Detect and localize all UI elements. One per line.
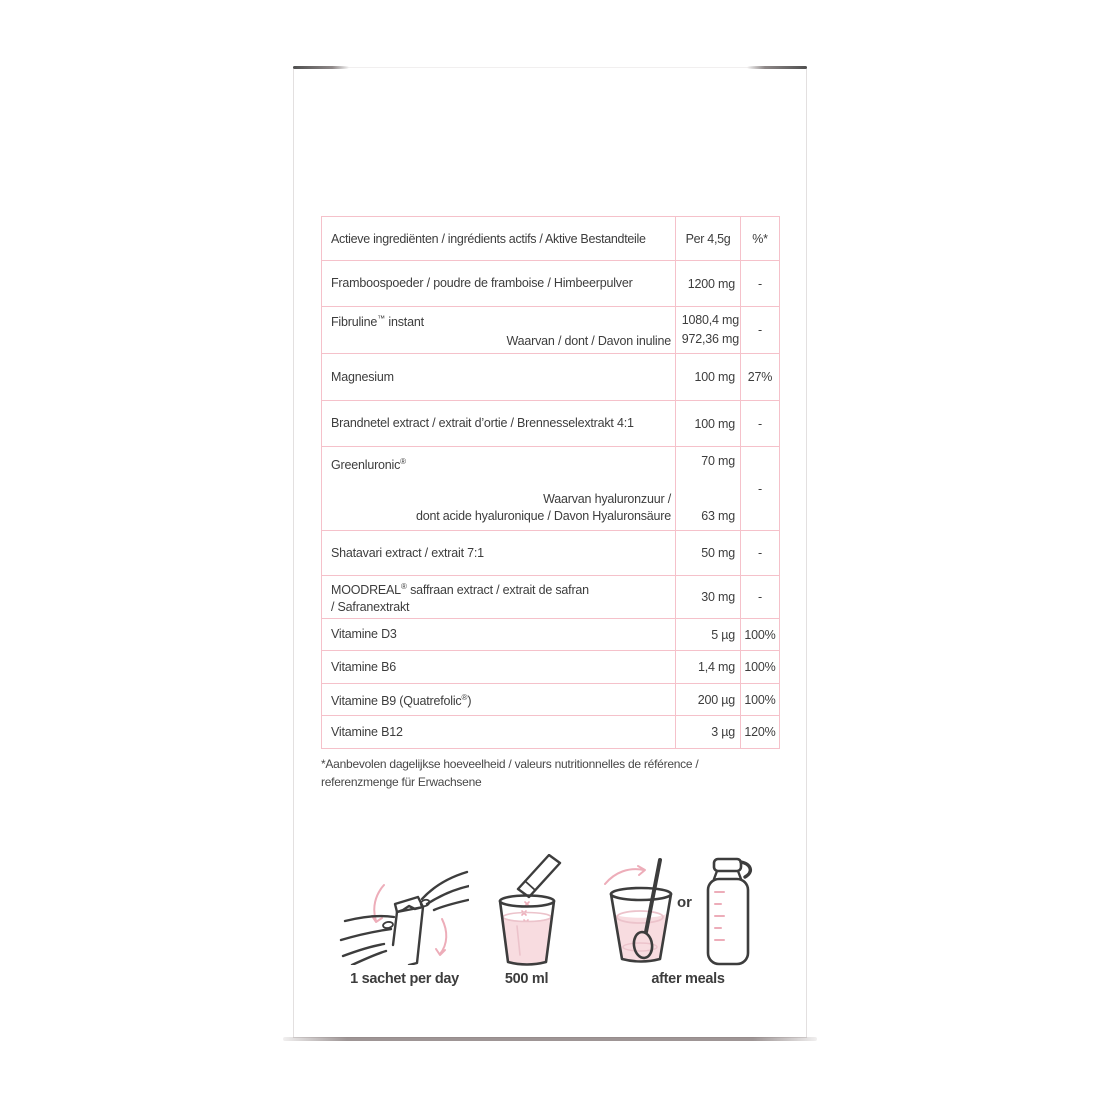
amount-cell: 5 µg [676, 619, 741, 651]
sachet-per-day-label: 1 sachet per day [350, 971, 459, 987]
amount-cell: 100 mg [676, 401, 741, 447]
ingredient-cell: Vitamine B12 [322, 716, 676, 749]
amount-cell: 1,4 mg [676, 651, 741, 684]
ingredient-cell: Fibruline™ instant Waarvan / dont / Davon inuline [322, 307, 676, 354]
header-per-serving: Per 4,5g [676, 217, 741, 261]
table-row [322, 684, 780, 716]
table-row [322, 401, 780, 447]
dv-cell: - [741, 401, 780, 447]
after-meals-label: after meals [651, 971, 725, 987]
header-daily-value: %* [741, 217, 780, 261]
amount-cell: 50 mg [676, 531, 741, 576]
box-top-flap-edge-right [747, 66, 807, 69]
table-row [322, 531, 780, 576]
table-row [322, 651, 780, 684]
ingredient-cell: Shatavari extract / extrait 7:1 [322, 531, 676, 576]
reference-intake-footnote [321, 755, 791, 791]
amount-cell: 100 mg [676, 354, 741, 401]
dv-cell: 27% [741, 354, 780, 401]
table-row [322, 307, 780, 354]
ingredient-cell: Magnesium [322, 354, 676, 401]
amount-cell: 1080,4 mg 972,36 mg [676, 307, 741, 354]
water-volume-label: 500 ml [504, 971, 549, 987]
header-active-ingredients: Actieve ingrediënten / ingrédients actifs / Aktive Bestandteile [322, 217, 676, 261]
ingredient-cell: Framboospoeder / poudre de framboise / Himbeerpulver [322, 261, 676, 307]
table-row [322, 447, 780, 531]
shaker-bottle-icon [701, 857, 756, 967]
box-bottom-shadow [283, 1037, 817, 1041]
box-top-flap-edge-left [293, 66, 349, 69]
ingredient-cell: MOODREAL® saffraan extract / extrait de safran / Safranextrakt [322, 576, 676, 619]
dv-cell: - [741, 261, 780, 307]
footnote-line-2: referenzmenge für Erwachsene [321, 775, 482, 789]
amount-cell: 70 mg 63 mg [676, 447, 741, 531]
amount-cell: 1200 mg [676, 261, 741, 307]
dv-cell: - [741, 307, 780, 354]
ingredient-cell: Brandnetel extract / extrait d’ortie / Brennesselextrakt 4:1 [322, 401, 676, 447]
sachet-open-icon [339, 859, 469, 965]
dv-cell: 100% [741, 619, 780, 651]
ingredient-cell: Vitamine D3 [322, 619, 676, 651]
dv-cell: - [741, 576, 780, 619]
dv-cell: 120% [741, 716, 780, 749]
ingredient-cell: Greenluronic® Waarvan hyaluronzuur / dont acide hyaluronique / Davon Hyaluronsäure [322, 447, 676, 531]
table-row [322, 261, 780, 307]
table-row [322, 576, 780, 619]
amount-cell: 30 mg [676, 576, 741, 619]
ingredient-cell: Vitamine B9 (Quatrefolic®) [322, 684, 676, 716]
table-header-row [322, 217, 780, 261]
dv-cell: - [741, 447, 780, 531]
dv-cell: - [741, 531, 780, 576]
table-row [322, 716, 780, 749]
ingredient-cell: Vitamine B6 [322, 651, 676, 684]
table-row [322, 354, 780, 401]
table-row [322, 619, 780, 651]
glass-stick-pour-icon [488, 854, 566, 969]
package-box-back [293, 67, 807, 1038]
dv-cell: 100% [741, 651, 780, 684]
ingredients-table [321, 216, 780, 749]
amount-cell: 3 µg [676, 716, 741, 749]
amount-cell: 200 µg [676, 684, 741, 716]
stir-cup-spoon-icon [597, 854, 685, 969]
or-label: or [677, 894, 692, 911]
dv-cell: 100% [741, 684, 780, 716]
footnote-line-1: *Aanbevolen dagelijkse hoeveelheid / valeurs nutritionnelles de référence / [321, 757, 699, 771]
